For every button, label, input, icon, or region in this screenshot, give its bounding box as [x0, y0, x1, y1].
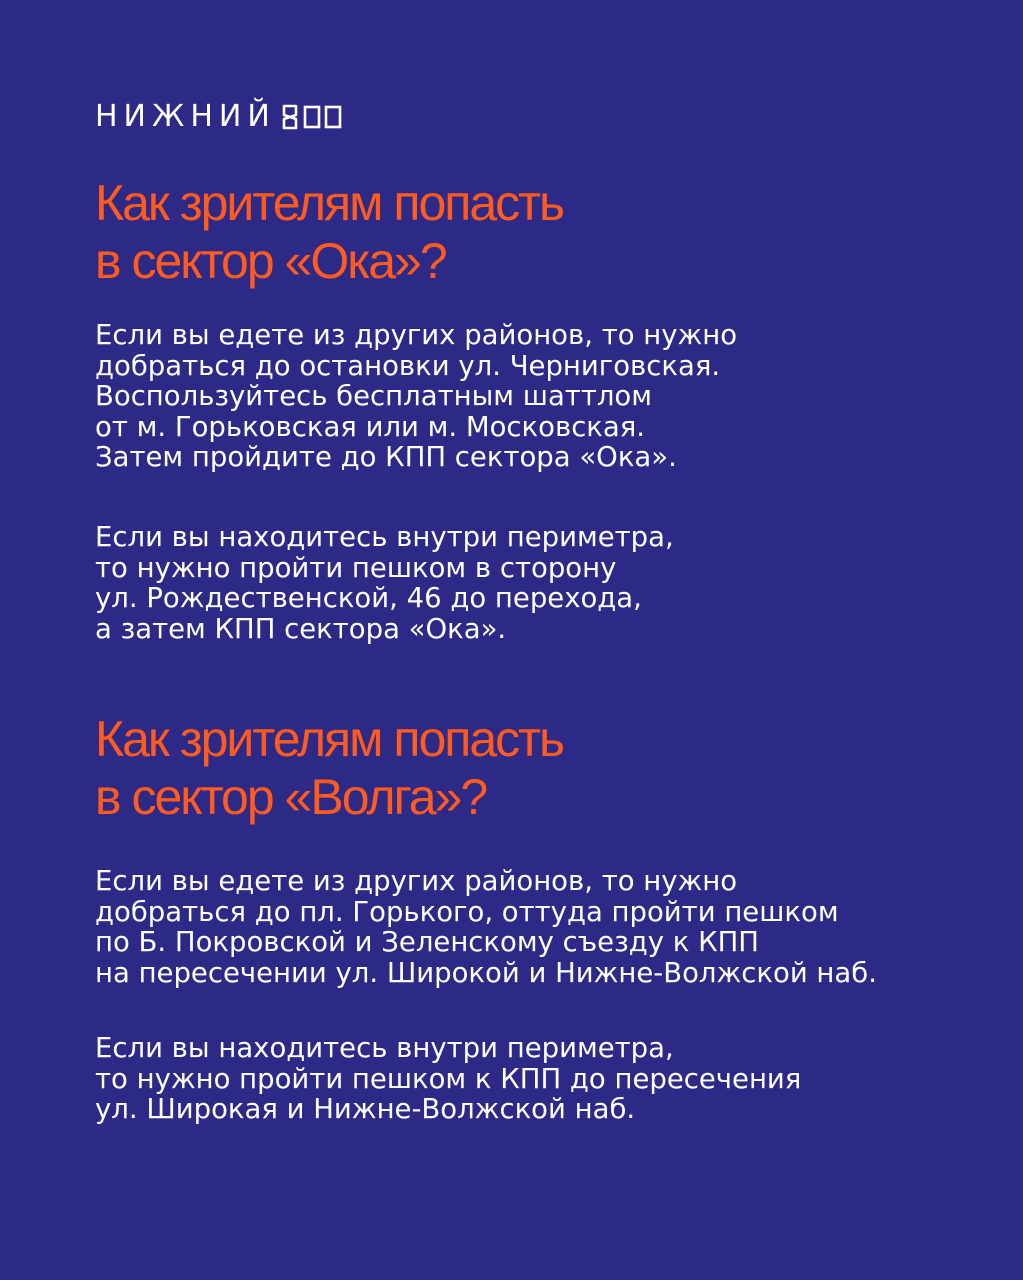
section-oka-paragraph-districts: [95, 320, 737, 473]
logo-word: НИЖНИЙ: [95, 99, 276, 134]
heading-line: Как зрителям попасть: [95, 711, 564, 767]
paragraph-line: то нужно пройти пешком к КПП до пересечения: [95, 1062, 802, 1095]
paragraph-line: то нужно пройти пешком в сторону: [95, 551, 617, 584]
section-oka-paragraph-perimeter: [95, 522, 674, 644]
section-volga-heading: [95, 710, 563, 826]
paragraph-line: добраться до остановки ул. Черниговская.: [95, 349, 721, 382]
paragraph-line: ул. Широкая и Нижне-Волжской наб.: [95, 1093, 636, 1125]
paragraph-line: Если вы едете из других районов, то нужно: [95, 865, 738, 897]
paragraph-line: Если вы находитесь внутри периметра,: [95, 521, 674, 553]
logo-digit-0-icon: [303, 103, 321, 131]
logo-number-800: [280, 103, 342, 131]
logo-digit-0-icon: [324, 103, 342, 131]
logo: [95, 100, 342, 134]
paragraph-line: Если вы находитесь внутри периметра,: [95, 1032, 674, 1064]
paragraph-line: а затем КПП сектора «Ока».: [95, 612, 507, 645]
paragraph-line: Если вы едете из других районов, то нужно: [95, 319, 738, 351]
heading-line: в сектор «Ока»?: [95, 233, 446, 289]
section-volga-paragraph-perimeter: [95, 1033, 801, 1125]
logo-digit-8-icon: [280, 103, 300, 131]
paragraph-line: от м. Горьковская или м. Московская.: [95, 410, 646, 443]
paragraph-line: Воспользуйтесь бесплатным шаттлом: [95, 380, 652, 412]
heading-line: в сектор «Волга»?: [95, 769, 487, 825]
heading-line: Как зрителям попасть: [95, 175, 564, 231]
section-oka-heading: [95, 174, 563, 290]
paragraph-line: на пересечении ул. Широкой и Нижне-Волжской наб.: [95, 956, 877, 989]
paragraph-line: Затем пройдите до КПП сектора «Ока».: [95, 441, 677, 473]
paragraph-line: ул. Рождественской, 46 до перехода,: [95, 582, 642, 614]
paragraph-line: добраться до пл. Горького, оттуда пройти пешком: [95, 895, 839, 928]
section-volga-paragraph-districts: [95, 866, 877, 988]
paragraph-line: по Б. Покровской и Зеленскому съезду к КПП: [95, 926, 759, 958]
